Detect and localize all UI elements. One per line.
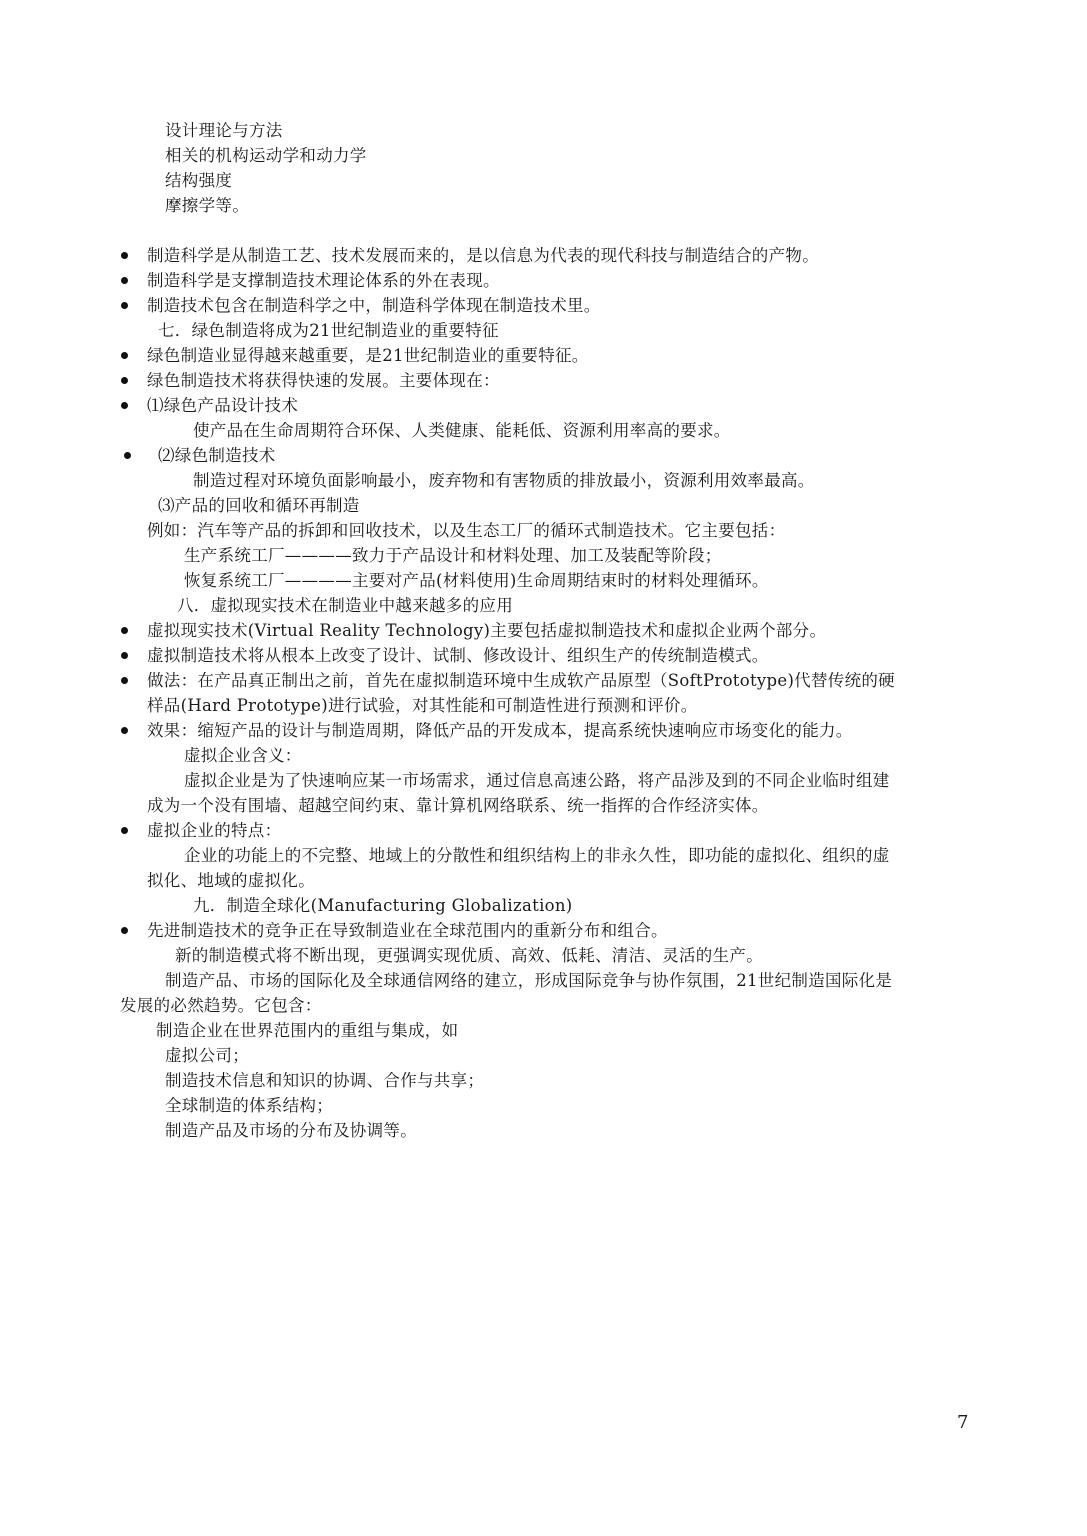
text-line: 制造科学是支撑制造技术理论体系的外在表现。 — [147, 271, 500, 290]
section-heading: 八．虚拟现实技术在制造业中越来越多的应用 — [177, 596, 513, 615]
bullet-point — [121, 402, 128, 409]
bullet-point — [121, 377, 128, 384]
text-line: 制造产品、市场的国际化及全球通信网络的建立，形成国际竞争与协作氛围，21世纪制造国际化是 — [165, 971, 893, 990]
text-line: 使产品在生命周期符合环保、人类健康、能耗低、资源利用率高的要求。 — [193, 421, 731, 440]
text-line: 虚拟现实技术(Virtual Reality Technology)主要包括虚拟制造技术和虚拟企业两个部分。 — [147, 621, 827, 640]
text-line: 结构强度 — [165, 171, 233, 190]
text-line: 新的制造模式将不断出现，更强调实现优质、高效、低耗、清洁、灵活的生产。 — [175, 946, 763, 965]
bullet-point — [121, 652, 128, 659]
text-line: 企业的功能上的不完整、地域上的分散性和组织结构上的非永久性，即功能的虚拟化、组织的虚 — [184, 846, 890, 865]
text-line: 样品(Hard Prototype)进行试验，对其性能和可制造性进行预测和评价。 — [147, 696, 698, 715]
bullet-point — [121, 252, 128, 259]
text-line: 虚拟企业的特点： — [147, 821, 282, 840]
text-line: 拟化、地域的虚拟化。 — [147, 871, 315, 890]
text-line: 制造产品及市场的分布及协调等。 — [165, 1121, 417, 1140]
text-line: 虚拟公司； — [165, 1046, 249, 1065]
text-line: 先进制造技术的竞争正在导致制造业在全球范围内的重新分布和组合。 — [147, 921, 668, 940]
text-line: 虚拟企业含义： — [184, 746, 302, 765]
text-line: 制造科学是从制造工艺、技术发展而来的，是以信息为代表的现代科技与制造结合的产物。 — [147, 246, 819, 265]
text-line: 例如：汽车等产品的拆卸和回收技术，以及生态工厂的循环式制造技术。它主要包括： — [147, 521, 786, 540]
text-line: 做法：在产品真正制出之前，首先在虚拟制造环境中生成软产品原型（SoftPrototype)代替传统的硬 — [147, 671, 895, 690]
bullet-point — [121, 677, 128, 684]
section-heading: 九．制造全球化(Manufacturing Globalization) — [193, 896, 573, 915]
text-line: ⑶产品的回收和循环再制造 — [158, 496, 360, 515]
bullet-point — [121, 352, 128, 359]
page-number: 7 — [957, 1412, 969, 1433]
bullet-point — [121, 827, 128, 834]
text-line: 效果：缩短产品的设计与制造周期，降低产品的开发成本，提高系统快速响应市场变化的能力。 — [147, 721, 853, 740]
text-line: 制造技术包含在制造科学之中，制造科学体现在制造技术里。 — [147, 296, 601, 315]
text-line: 绿色制造技术将获得快速的发展。主要体现在： — [147, 371, 500, 390]
text-line: 全球制造的体系结构； — [165, 1096, 333, 1115]
text-line: 制造技术信息和知识的协调、合作与共享； — [165, 1071, 485, 1090]
text-line: 虚拟企业是为了快速响应某一市场需求，通过信息高速公路，将产品涉及到的不同企业临时组建 — [184, 771, 890, 790]
text-line: 制造过程对环境负面影响最小，废弃物和有害物质的排放最小，资源利用效率最高。 — [193, 471, 815, 490]
text-line: 生产系统工厂————致力于产品设计和材料处理、加工及装配等阶段； — [184, 546, 722, 565]
section-heading: 七．绿色制造将成为21世纪制造业的重要特征 — [158, 321, 499, 340]
text-line: 设计理论与方法 — [165, 121, 283, 140]
text-line: 虚拟制造技术将从根本上改变了设计、试制、修改设计、组织生产的传统制造模式。 — [147, 646, 769, 665]
text-line: ⑴绿色产品设计技术 — [147, 396, 299, 415]
bullet-point — [121, 627, 128, 634]
text-line: 恢复系统工厂————主要对产品(材料使用)生命周期结束时的材料处理循环。 — [184, 571, 769, 590]
text-line: ⑵绿色制造技术 — [158, 446, 276, 465]
bullet-point — [121, 927, 128, 934]
text-line: 绿色制造业显得越来越重要，是21世纪制造业的重要特征。 — [147, 346, 589, 365]
bullet-point — [124, 452, 131, 459]
text-line: 制造企业在世界范围内的重组与集成，如 — [156, 1021, 459, 1040]
text-line: 发展的必然趋势。它包含： — [120, 996, 322, 1015]
text-line: 成为一个没有围墙、超越空间约束、靠计算机网络联系、统一指挥的合作经济实体。 — [147, 796, 769, 815]
bullet-point — [121, 727, 128, 734]
text-line: 相关的机构运动学和动力学 — [165, 146, 367, 165]
text-line: 摩擦学等。 — [165, 196, 249, 215]
bullet-point — [121, 302, 128, 309]
bullet-point — [121, 277, 128, 284]
